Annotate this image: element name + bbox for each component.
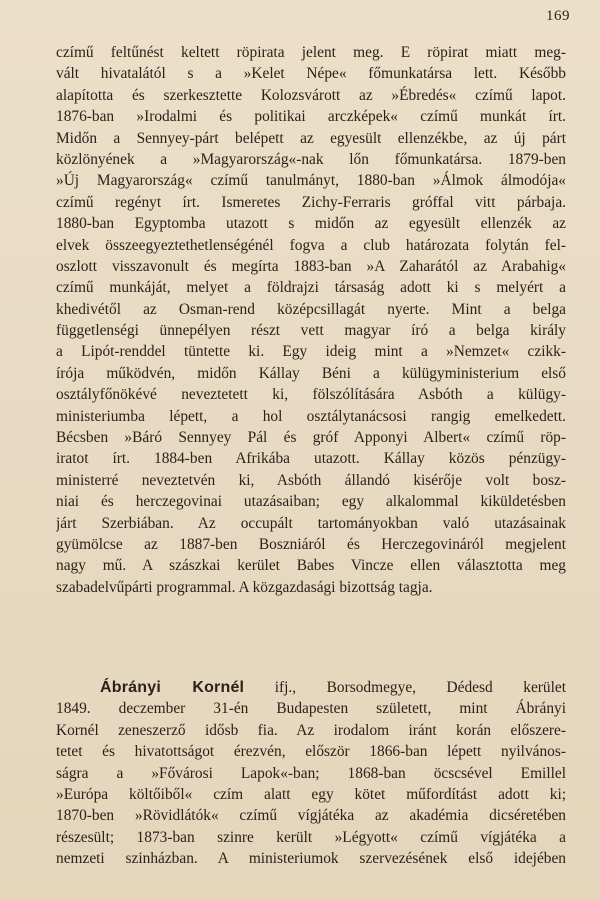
text-line: Midőn a Sennyey-párt belépett az egyesült ellenzékbe, az új párt: [56, 129, 566, 147]
text-line: közlönyének a »Magyarország«-nak lőn főmunkatársa. 1879-ben: [56, 150, 566, 168]
text-line: vált hivatalától s a »Kelet Népe« főmunkatársa lett. Később: [56, 65, 566, 83]
page-number: 169: [546, 8, 570, 24]
text-line: szabadelvűpárti programmal. A közgazdasági bizottság tagja.: [56, 578, 433, 596]
text-line: czímű munkáját, melyet a földrajzi társaság adott ki s melyért a: [56, 279, 566, 297]
text-line: ságra a »Fővárosi Lapok«-ban; 1868-ban öcscsével Emillel: [56, 764, 566, 782]
text-line: alapította és szerkesztette Kolozsvárott az »Ébredés« czímű lapot.: [56, 86, 566, 104]
text-line: niai és herczegovinai utazásaiban; egy alkalommal kiküldetésben: [56, 493, 566, 511]
text-line: írója működvén, midőn Kállay Béni a külügyministerium első: [56, 364, 566, 382]
entry-heading-line: [56, 677, 566, 698]
text-line: részesült; 1873-ban szinre került »Légyott« czímű vígjátéka a: [56, 828, 566, 846]
text-line: 1880-ban Egyptomba utazott s midőn az egyesült ellenzék az: [56, 215, 566, 233]
text-line: a Lipót-renddel tüntette ki. Egy ideig mint a »Nemzet« czikk-: [56, 343, 566, 361]
biography-continuation: [56, 42, 566, 598]
text-line: függetlenségi ünnepélyen részt vett magyar író a belga király: [56, 322, 566, 340]
text-line: khedivétől az Osman-rend középcsillagát nyerte. Mint a belga: [56, 300, 566, 318]
text-line: iratot írt. 1884-ben Afrikába utazott. Kállay közös pénzügy-: [56, 450, 566, 468]
text-line: tetet és hivatottságot érezvén, először 1866-ban lépett nyilvános-: [56, 743, 566, 761]
text-line: 1876-ban »Irodalmi és politikai arczképek« czímű munkát írt.: [56, 108, 566, 126]
text-line: czímű regényt írt. Ismeretes Zichy-Ferraris gróffal vitt párbaja.: [56, 193, 566, 211]
text-line: oszlott visszavonult és megírta 1883-ban »A Zaharától az Arabahig«: [56, 257, 566, 275]
text-line: gyümölcse az 1887-ben Boszniáról és Herczegovináról megjelent: [56, 535, 566, 553]
text-line: »Új Magyarország« czímű tanulmányt, 1880-ban »Álmok álmodója«: [56, 172, 566, 190]
text-line: járt Szerbiában. Az occupált tartományokban való utazásainak: [56, 514, 566, 532]
text-line: ministeriumba lépett, a hol osztálytanácsosi rangig emelkedett.: [56, 407, 566, 425]
text-line: 1870-ben »Rövidlátók« czímű vígjátéka az akadémia dicséretében: [56, 807, 566, 825]
text-line: »Európa költőiből« czím alatt egy kötet műfordítást adott ki;: [56, 785, 566, 803]
text-line: ministerré neveztetvén ki, Asbóth állandó kisérője volt bosz-: [56, 471, 566, 489]
text-line: nagy mű. A szászkai kerület Babes Vincze ellen választotta meg: [56, 557, 566, 575]
entry-heading-rest: ifj., Borsodmegye, Dédesd kerület: [244, 679, 566, 696]
text-line: osztályfőnökévé neveztetett ki, fölszólítására Asbóth a külügy-: [56, 386, 566, 404]
text-line: nemzeti szinházban. A ministeriumok szervezésének első idejében: [56, 850, 566, 868]
text-line: czímű feltűnést keltett röpirata jelent meg. E röpirat miatt meg-: [56, 44, 566, 61]
text-line: 1849. deczember 31-én Budapesten született, mint Ábrányi: [56, 700, 566, 718]
text-line: elvek összeegyeztethetlenségénél fogva a club határozata folytán fel-: [56, 236, 566, 254]
entry-name: Ábrányi Kornél: [100, 679, 245, 696]
biography-entry-abranyi: [56, 677, 566, 870]
text-line: Bécsben »Báró Sennyey Pál és gróf Apponyi Albert« czímű röp-: [56, 429, 566, 447]
text-line: Kornél zeneszerző idősb fia. Az irodalom iránt korán előszere-: [56, 721, 566, 739]
